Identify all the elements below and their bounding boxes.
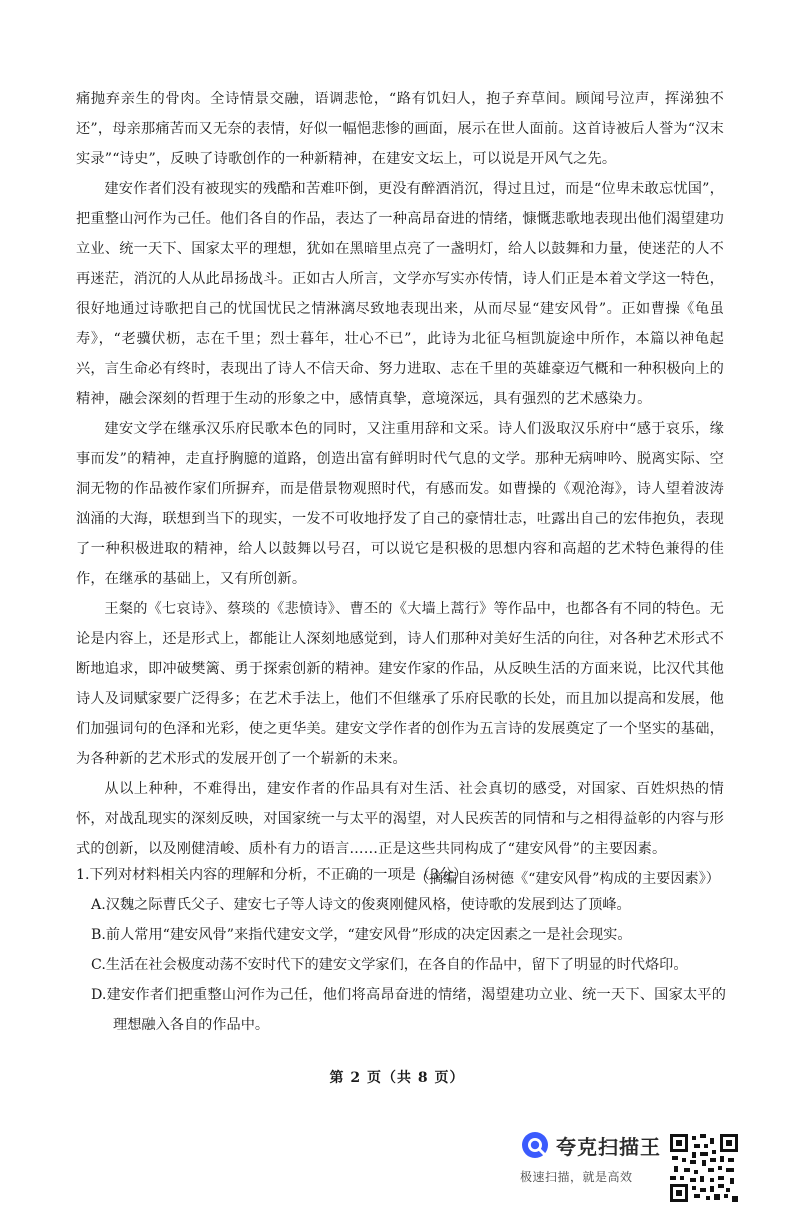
question-stem: 1.下列对材料相关内容的理解和分析，不正确的一项是（3分）: [76, 867, 468, 883]
paragraph-3: 建安文学在继承汉乐府民歌本色的同时，又注重用辞和文采。诗人们汲取汉乐府中“感于哀乐，缘事而发”的精神，走直抒胸臆的道路，创造出富有鲜明时代气息的文学。那种无病呻吟、脱离实际、空洞无物的作品被作家们所摒弃，而是借景物观照时代，有感而发。如曹操的《观沧海》，诗人望着波涛汹涌的大海，联想到当下的现实，一发不可收地抒发了自己的豪情壮志，吐露出自己的宏伟抱负，表现了一种积极进取的精神，给人以鼓舞以号召，可以说它是积极的思想内容和高超的艺术特色兼得的佳作，在继承的基础上，又有所创新。: [76, 421, 724, 587]
brand-slogan: 极速扫描，就是高效: [520, 1170, 633, 1184]
paragraph-4: 王粲的《七哀诗》、蔡琰的《悲愤诗》、曹丕的《大墙上蒿行》等作品中，也都各有不同的特色。无论是内容上，还是形式上，都能让人深刻地感觉到，诗人们那种对美好生活的向往，对各种艺术形式不断地追求，即冲破樊篱、勇于探索创新的精神。建安作家的作品，从反映生活的方面来说，比汉代其他诗人及词赋家要广泛得多；在艺术手法上，他们不但继承了乐府民歌的长处，而且加以提高和发展，他们加强词句的色泽和光彩，使之更华美。建安文学作者的创作为五言诗的发展奠定了一个坚实的基础，为各种新的艺术形式的发展开创了一个崭新的未来。: [76, 601, 724, 767]
paragraph-5: 从以上种种，不难得出，建安作者的作品具有对生活、社会真切的感受，对国家、百姓炽热的情怀，对战乱现实的深刻反映，对国家统一与太平的渴望，对人民疾苦的同情和与之相得益彰的内容与形式的创新，以及刚健清峻、质朴有力的语言……正是这些共同构成了“建安风骨”的主要因素。: [76, 781, 724, 857]
article-body: [76, 84, 724, 894]
source-citation: （摘编自汤树德《“建安风骨”构成的主要因素》）: [414, 871, 720, 887]
page-number: 第 2 页（共 8 页）: [329, 1070, 465, 1086]
option-b: B.前人常用“建安风骨”来指代建安文学，“建安风骨”形成的决定因素之一是社会现实。: [91, 927, 632, 943]
option-d: D.建安作者们把重整山河作为己任，他们将高昂奋进的情绪，渴望建功立业、统一天下、国家太平的理想融入各自的作品中。: [91, 987, 726, 1033]
scanner-watermark: [520, 1130, 670, 1200]
paragraph-2: 建安作者们没有被现实的残酷和苦难吓倒，更没有醉酒消沉，得过且过，而是“位卑未敢忘忧国”，把重整山河作为己任。他们各自的作品，表达了一种高昂奋进的情绪，慷慨悲歌地表现出他们渴望建功立业、统一天下、国家太平的理想，犹如在黑暗里点亮了一盏明灯，给人以鼓舞和力量，使迷茫的人不再迷茫，消沉的人从此昂扬战斗。正如古人所言，文学亦写实亦传情，诗人们正是本着文学这一特色，很好地通过诗歌把自己的忧国忧民之情淋漓尽致地表现出来，从而尽显“建安风骨”。正如曹操《龟虽寿》，“老骥伏枥，志在千里；烈士暮年，壮心不已”，此诗为北征乌桓凯旋途中所作，本篇以神龟起兴，言生命必有终时，表现出了诗人不信天命、努力进取、志在千里的英雄豪迈气概和一种积极向上的精神，融会深刻的哲理于生动的形象之中，感情真挚，意境深远，具有强烈的艺术感染力。: [76, 181, 724, 407]
qr-code-icon: [670, 1134, 738, 1202]
option-c: C.生活在社会极度动荡不安时代下的建安文学家们，在各自的作品中，留下了明显的时代烙印。: [91, 957, 688, 973]
quark-logo-icon: [520, 1130, 550, 1160]
paragraph-1: 痛抛弃亲生的骨肉。全诗情景交融，语调悲怆，“路有饥妇人，抱子弃草间。顾闻号泣声，挥涕独不还”，母亲那痛苦而又无奈的表情，好似一幅悒悲惨的画面，展示在世人面前。这首诗被后人誉为“汉末实录”“诗史”，反映了诗歌创作的一种新精神，在建安文坛上，可以说是开风气之先。: [76, 91, 724, 167]
brand-name: 夸克扫描王: [556, 1134, 661, 1159]
option-a: A.汉魏之际曹氏父子、建安七子等人诗文的俊爽刚健风格，使诗歌的发展到达了顶峰。: [91, 897, 631, 913]
question-1: [76, 860, 726, 1040]
